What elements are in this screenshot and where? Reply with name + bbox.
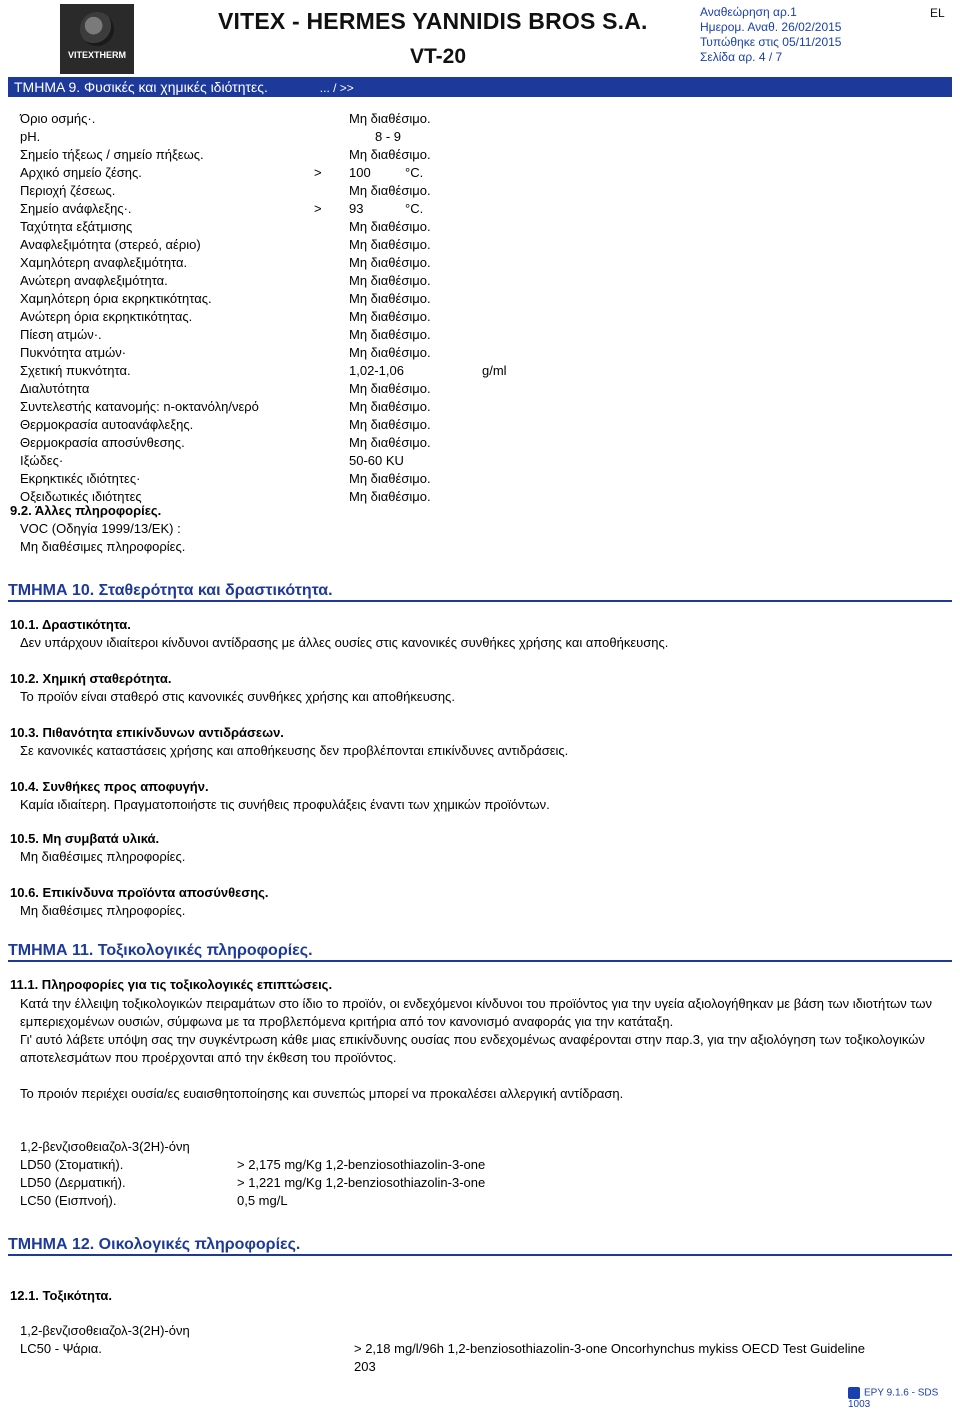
property-unit: g/ml bbox=[482, 363, 507, 378]
logo-text: VITEXTHERM bbox=[67, 50, 126, 60]
property-value: 50-60 KU bbox=[349, 453, 404, 468]
property-value: Μη διαθέσιμο. bbox=[349, 255, 431, 270]
property-label: Ταχύτητα εξάτμισης bbox=[20, 219, 133, 234]
property-row bbox=[20, 236, 431, 254]
property-label: Σχετική πυκνότητα. bbox=[20, 363, 131, 378]
property-label: Θερμοκρασία αποσύνθεσης. bbox=[20, 435, 185, 450]
property-row bbox=[20, 164, 424, 182]
product-code: VT-20 bbox=[410, 45, 467, 68]
subsection-text: Μη διαθέσιμες πληροφορίες. bbox=[20, 903, 186, 918]
tox-label: LD50 (Στοματική). bbox=[20, 1157, 124, 1172]
tox-paragraph-2: Γι' αυτό λάβετε υπόψη σας την συγκέντρωση κάθε μιας επικίνδυνης ουσίας που ενδεχομένως αναφέρονται στην παρ.3, για την αξιολόγηση των τοξικολογικών αποτελεσμάτων που προέρχονται από την έκθεση του προϊόντος. bbox=[20, 1032, 925, 1065]
property-label: Διαλυτότητα bbox=[20, 381, 90, 396]
subsection-heading: 10.4. Συνθήκες προς αποφυγήν. bbox=[10, 779, 209, 794]
property-label: Όριο οσμής·. bbox=[20, 111, 96, 126]
property-prefix: > bbox=[314, 201, 322, 216]
voc-value: Μη διαθέσιμες πληροφορίες. bbox=[20, 539, 186, 554]
section-9-title: ΤΜΗΜΑ 9. Φυσικές και χημικές ιδιότητες. bbox=[14, 79, 268, 95]
tox-label: LC50 (Εισπνοή). bbox=[20, 1193, 117, 1208]
subsection-9-2: 9.2. Άλλες πληροφορίες. bbox=[10, 503, 162, 518]
language-code: EL bbox=[930, 6, 945, 20]
subsection-heading: 10.6. Επικίνδυνα προϊόντα αποσύνθεσης. bbox=[10, 885, 269, 900]
subsection-text: Καμία ιδιαίτερη. Πραγματοποιήστε τις συνήθεις προφυλάξεις έναντι των χημικών προϊόντων. bbox=[20, 797, 550, 812]
section-10-title: ΤΜΗΜΑ 10. Σταθερότητα και δραστικότητα. bbox=[8, 582, 952, 602]
property-label: Σημείο ανάφλεξης·. bbox=[20, 201, 132, 216]
company-logo bbox=[60, 4, 134, 74]
property-row bbox=[20, 200, 424, 218]
voc-label: VOC (Οδηγία 1999/13/ΕΚ) : bbox=[20, 521, 181, 536]
subsection-text: Το προϊόν είναι σταθερό στις κανονικές συνθήκες χρήσης και αποθήκευσης. bbox=[20, 689, 455, 704]
property-label: pH. bbox=[20, 129, 41, 144]
tox-value: > 1,221 mg/Kg 1,2-benziosothiazolin-3-one bbox=[237, 1175, 486, 1190]
eco-value-cont: 203 bbox=[354, 1359, 376, 1374]
property-value: Μη διαθέσιμο. bbox=[349, 183, 431, 198]
property-row bbox=[20, 290, 431, 308]
property-label: Θερμοκρασία αυτοανάφλεξης. bbox=[20, 417, 194, 432]
eco-value: > 2,18 mg/l/96h 1,2-benziosothiazolin-3-one Oncorhynchus mykiss OECD Test Guideline bbox=[354, 1341, 865, 1356]
property-prefix: > bbox=[314, 165, 322, 180]
property-value: Μη διαθέσιμο. bbox=[349, 345, 431, 360]
property-value: Μη διαθέσιμο. bbox=[349, 291, 431, 306]
property-row bbox=[20, 434, 431, 452]
property-value: Μη διαθέσιμο. bbox=[349, 381, 431, 396]
property-label: Πίεση ατμών·. bbox=[20, 327, 102, 342]
footer-icon bbox=[848, 1387, 860, 1399]
property-value: Μη διαθέσιμο. bbox=[349, 399, 431, 414]
eco-substance: 1,2-βενζισοθειαζολ-3(2Η)-όνη bbox=[20, 1323, 190, 1338]
property-value: Μη διαθέσιμο. bbox=[349, 489, 431, 504]
property-value: Μη διαθέσιμο. bbox=[349, 147, 431, 162]
property-row bbox=[20, 182, 431, 200]
property-value: Μη διαθέσιμο. bbox=[349, 417, 431, 432]
property-value: 100 bbox=[349, 165, 371, 180]
property-label: Σημείο τήξεως / σημείο πήξεως. bbox=[20, 147, 204, 162]
page-number: Σελίδα αρ. 4 / 7 bbox=[700, 50, 783, 64]
document-meta bbox=[700, 5, 841, 65]
section-12-title: ΤΜΗΜΑ 12. Οικολογικές πληροφορίες. bbox=[8, 1236, 952, 1256]
revision: Αναθεώρηση αρ.1 bbox=[700, 5, 797, 19]
property-row bbox=[20, 128, 402, 146]
property-value: Μη διαθέσιμο. bbox=[349, 111, 431, 126]
subsection-text: Δεν υπάρχουν ιδιαίτεροι κίνδυνοι αντίδρασης με άλλες ουσίες στις κανονικές συνθήκες χρήσης και αποθήκευσης. bbox=[20, 635, 669, 650]
property-value: 93 bbox=[349, 201, 364, 216]
property-label: Ανώτερη όρια εκρηκτικότητας. bbox=[20, 309, 193, 324]
footer bbox=[848, 1387, 960, 1410]
tox-substance: 1,2-βενζισοθειαζολ-3(2Η)-όνη bbox=[20, 1139, 190, 1154]
property-row bbox=[20, 308, 431, 326]
tox-paragraph-1: Κατά την έλλειψη τοξικολογικών πειραμάτων στο ίδιο το προϊόν, οι ενδεχόμενοι κίνδυνοι του προϊόντος για την υγεία αξιολογήθηκαν με βάση των ιδιοτήτων των εμπεριεχομένων ουσιών, σύμφωνα με τα προβλεπόμενα κριτήρια από τον κανονισμό αναφοράς για την κατάταξη. bbox=[20, 996, 933, 1029]
property-row bbox=[20, 326, 431, 344]
subsection-12-1: 12.1. Τοξικότητα. bbox=[10, 1288, 113, 1303]
property-row bbox=[20, 272, 431, 290]
section-9-header bbox=[8, 77, 952, 97]
property-value: 1,02-1,06 bbox=[349, 363, 404, 378]
property-label: Ιξώδες· bbox=[20, 453, 64, 468]
subsection-11-1: 11.1. Πληροφορίες για τις τοξικολογικές επιπτώσεις. bbox=[10, 977, 333, 992]
property-row bbox=[20, 218, 431, 236]
property-label: Συντελεστής κατανομής: n-οκτανόλη/νερό bbox=[20, 399, 259, 414]
property-label: Ανώτερη αναφλεξιμότητα. bbox=[20, 273, 168, 288]
property-value: Μη διαθέσιμο. bbox=[349, 435, 431, 450]
property-label: Περιοχή ζέσεως. bbox=[20, 183, 116, 198]
property-value: Μη διαθέσιμο. bbox=[349, 219, 431, 234]
property-value: Μη διαθέσιμο. bbox=[349, 237, 431, 252]
property-label: Πυκνότητα ατμών· bbox=[20, 345, 127, 360]
subsection-text: Σε κανονικές καταστάσεις χρήσης και αποθήκευσης δεν προβλέπονται επικίνδυνες αντιδράσεις. bbox=[20, 743, 569, 758]
subsection-heading: 10.5. Μη συμβατά υλικά. bbox=[10, 831, 160, 846]
tox-label: LD50 (Δερματική). bbox=[20, 1175, 126, 1190]
subsection-text: Μη διαθέσιμες πληροφορίες. bbox=[20, 849, 186, 864]
footer-text: EPY 9.1.6 - SDS 1003 bbox=[848, 1387, 939, 1410]
property-row bbox=[20, 146, 431, 164]
print-date: Τυπώθηκε στις 05/11/2015 bbox=[700, 35, 842, 49]
property-row bbox=[20, 380, 431, 398]
property-label: Αρχικό σημείο ζέσης. bbox=[20, 165, 142, 180]
logo-mark-icon bbox=[80, 12, 114, 46]
property-row bbox=[20, 254, 431, 272]
tox-value: > 2,175 mg/Kg 1,2-benziosothiazolin-3-one bbox=[237, 1157, 486, 1172]
subsection-heading: 10.2. Χημική σταθερότητα. bbox=[10, 671, 172, 686]
property-label: Εκρηκτικές ιδιότητες· bbox=[20, 471, 141, 486]
property-value: Μη διαθέσιμο. bbox=[349, 327, 431, 342]
revision-date: Ημερομ. Αναθ. 26/02/2015 bbox=[700, 20, 842, 34]
property-label: Χαμηλότερη όρια εκρηκτικότητας. bbox=[20, 291, 212, 306]
property-row bbox=[20, 470, 431, 488]
property-label: Αναφλεξιμότητα (στερεό, αέριο) bbox=[20, 237, 201, 252]
subsection-heading: 10.3. Πιθανότητα επικίνδυνων αντιδράσεων. bbox=[10, 725, 284, 740]
subsection-heading: 10.1. Δραστικότητα. bbox=[10, 617, 131, 632]
continuation-marker: ... / >> bbox=[319, 81, 354, 95]
property-row bbox=[20, 110, 431, 128]
property-label: Οξειδωτικές ιδιότητες bbox=[20, 489, 142, 504]
property-row bbox=[20, 416, 431, 434]
property-label: Χαμηλότερη αναφλεξιμότητα. bbox=[20, 255, 188, 270]
property-value: Μη διαθέσιμο. bbox=[349, 471, 431, 486]
property-unit: °C. bbox=[405, 165, 424, 180]
property-value: Μη διαθέσιμο. bbox=[349, 273, 431, 288]
company-name: VITEX - HERMES YANNIDIS BROS S.A. bbox=[218, 8, 648, 34]
property-value: Μη διαθέσιμο. bbox=[349, 309, 431, 324]
tox-paragraph-3: Το προιόν περιέχει ουσία/ες ευαισθητοποίησης και συνεπώς μπορεί να προκαλέσει αλλεργική αντίδραση. bbox=[20, 1086, 624, 1101]
property-row bbox=[20, 362, 507, 380]
property-unit: °C. bbox=[405, 201, 424, 216]
property-row bbox=[20, 398, 431, 416]
tox-value: 0,5 mg/L bbox=[237, 1193, 288, 1208]
eco-label: LC50 - Ψάρια. bbox=[20, 1341, 102, 1356]
property-row bbox=[20, 452, 404, 470]
property-value: 8 - 9 bbox=[375, 129, 402, 144]
property-row bbox=[20, 344, 431, 362]
section-11-title: ΤΜΗΜΑ 11. Τοξικολογικές πληροφορίες. bbox=[8, 942, 952, 962]
